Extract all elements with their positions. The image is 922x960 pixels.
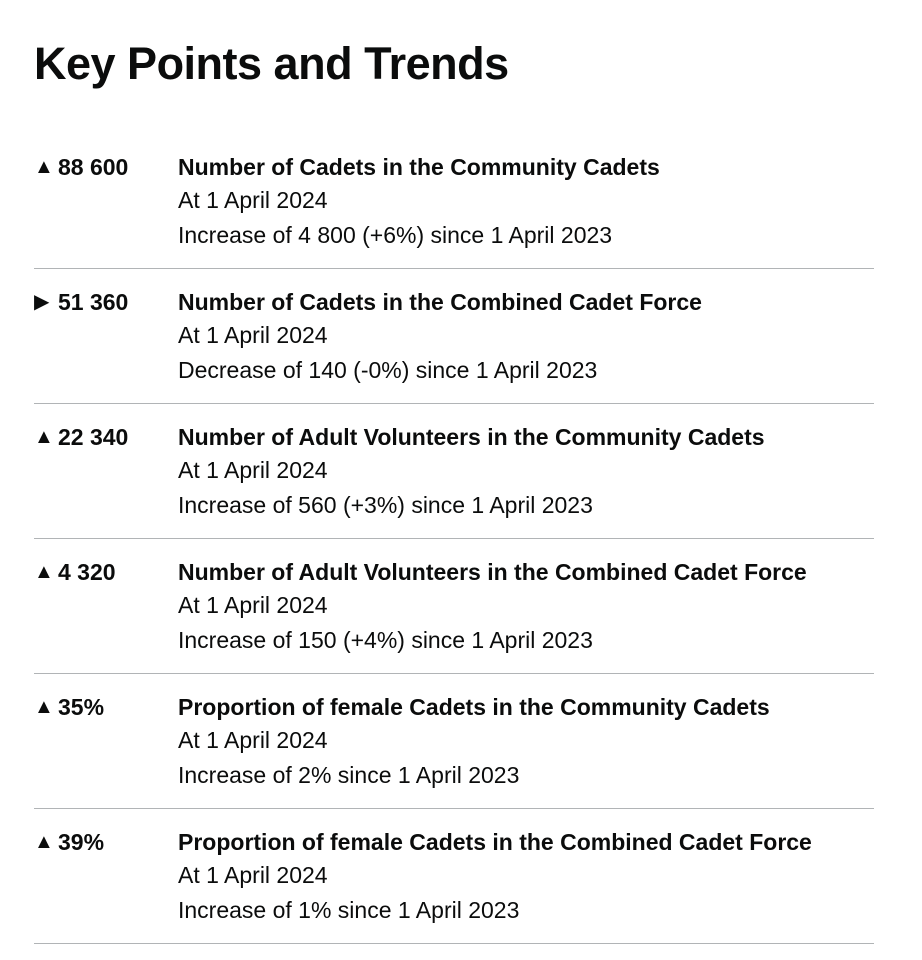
key-point-item bbox=[34, 674, 874, 809]
key-point-title: Number of Adult Volunteers in the Community Cadets bbox=[178, 424, 765, 450]
key-point-value: 35% bbox=[58, 694, 105, 720]
key-point-figure bbox=[34, 286, 128, 318]
key-points-list bbox=[34, 134, 874, 944]
key-point-details bbox=[178, 691, 874, 793]
key-point-change: Increase of 4 800 (+6%) since 1 April 2023 bbox=[178, 222, 613, 248]
page-title: Key Points and Trends bbox=[34, 38, 509, 89]
key-point-change: Increase of 1% since 1 April 2023 bbox=[178, 897, 520, 923]
key-point-figure bbox=[34, 826, 104, 858]
key-point-change: Decrease of 140 (-0%) since 1 April 2023 bbox=[178, 357, 598, 383]
key-point-title: Proportion of female Cadets in the Community Cadets bbox=[178, 694, 770, 720]
key-point-date: At 1 April 2024 bbox=[178, 322, 328, 348]
key-point-item bbox=[34, 404, 874, 539]
key-point-change: Increase of 150 (+4%) since 1 April 2023 bbox=[178, 627, 593, 653]
key-point-details bbox=[178, 421, 874, 523]
key-point-value: 4 320 bbox=[58, 559, 116, 585]
key-point-figure bbox=[34, 556, 116, 588]
key-point-value: 88 600 bbox=[58, 154, 129, 180]
key-point-item bbox=[34, 539, 874, 674]
key-point-date: At 1 April 2024 bbox=[178, 862, 328, 888]
key-point-change: Increase of 560 (+3%) since 1 April 2023 bbox=[178, 492, 593, 518]
trend-up-icon: ▲ bbox=[34, 831, 54, 853]
key-point-item bbox=[34, 134, 874, 269]
key-point-figure bbox=[34, 421, 128, 453]
key-point-details bbox=[178, 151, 874, 253]
key-point-title: Number of Adult Volunteers in the Combined Cadet Force bbox=[178, 559, 807, 585]
key-point-details bbox=[178, 826, 874, 928]
trend-up-icon: ▲ bbox=[34, 561, 54, 583]
key-point-title: Number of Cadets in the Combined Cadet Force bbox=[178, 289, 702, 315]
trend-up-icon: ▲ bbox=[34, 156, 54, 178]
trend-up-icon: ▲ bbox=[34, 696, 54, 718]
key-point-details bbox=[178, 556, 874, 658]
key-point-value: 51 360 bbox=[58, 289, 129, 315]
key-point-details bbox=[178, 286, 874, 388]
key-point-date: At 1 April 2024 bbox=[178, 727, 328, 753]
key-point-date: At 1 April 2024 bbox=[178, 187, 328, 213]
key-point-value: 39% bbox=[58, 829, 105, 855]
key-point-item bbox=[34, 809, 874, 944]
key-point-value: 22 340 bbox=[58, 424, 129, 450]
key-point-title: Proportion of female Cadets in the Combined Cadet Force bbox=[178, 829, 812, 855]
key-point-date: At 1 April 2024 bbox=[178, 592, 328, 618]
key-point-change: Increase of 2% since 1 April 2023 bbox=[178, 762, 520, 788]
trend-up-icon: ▲ bbox=[34, 426, 54, 448]
key-point-item bbox=[34, 269, 874, 404]
key-point-figure bbox=[34, 691, 104, 723]
key-point-title: Number of Cadets in the Community Cadets bbox=[178, 154, 660, 180]
trend-flat-icon: ▶ bbox=[34, 291, 50, 313]
key-point-figure bbox=[34, 151, 128, 183]
key-point-date: At 1 April 2024 bbox=[178, 457, 328, 483]
